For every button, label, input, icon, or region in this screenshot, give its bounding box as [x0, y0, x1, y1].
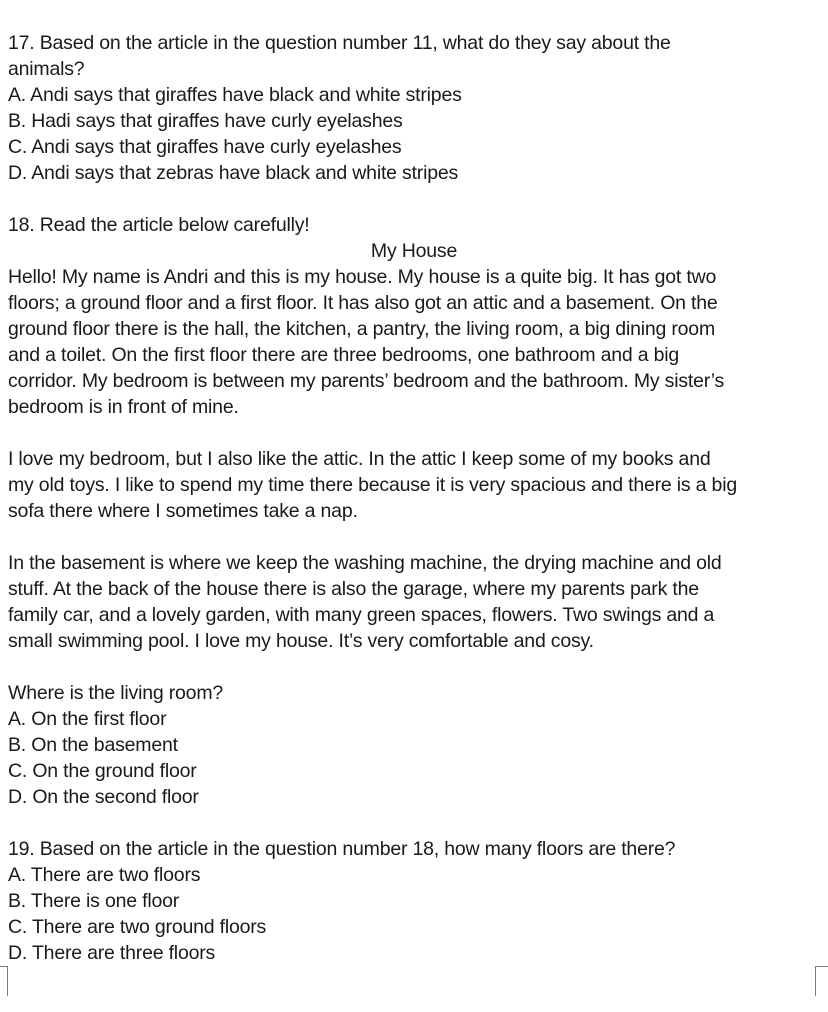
question-18-option-a: A. On the first floor	[8, 708, 167, 730]
spacer	[8, 420, 820, 446]
page-margin-corner-left	[0, 966, 8, 996]
question-17-option-b: B. Hadi says that giraffes have curly eyelashes	[8, 110, 403, 132]
paragraph-line: my old toys. I like to spend my time there because it is very spacious and there is a big	[8, 474, 737, 496]
paragraph-line: In the basement is where we keep the washing machine, the drying machine and old	[8, 552, 722, 574]
paragraph-line: family car, and a lovely garden, with many green spaces, flowers. Two swings and a	[8, 604, 715, 626]
page-margin-corner-right	[815, 966, 828, 996]
spacer	[8, 524, 820, 550]
paragraph-line: stuff. At the back of the house there is also the garage, where my parents park the	[8, 578, 699, 600]
article-paragraph-3	[8, 550, 820, 654]
question-18-text: Where is the living room?	[8, 682, 224, 704]
spacer	[8, 654, 820, 680]
question-17-option-a: A. Andi says that giraffes have black and white stripes	[8, 84, 462, 106]
paragraph-line: Hello! My name is Andri and this is my house. My house is a quite big. It has got two	[8, 266, 717, 288]
paragraph-line: corridor. My bedroom is between my parents’ bedroom and the bathroom. My sister’s	[8, 370, 725, 392]
document-page	[8, 30, 820, 966]
question-17-text-line-1: 17. Based on the article in the question number 11, what do they say about the	[8, 32, 671, 54]
paragraph-line: and a toilet. On the first floor there are three bedrooms, one bathroom and a big	[8, 344, 680, 366]
article-paragraph-2	[8, 446, 820, 524]
paragraph-line: ground floor there is the hall, the kitchen, a pantry, the living room, a big dining room	[8, 318, 715, 340]
question-18-option-d: D. On the second floor	[8, 786, 199, 808]
question-19-option-a: A. There are two floors	[8, 864, 201, 886]
question-19-option-b: B. There is one floor	[8, 890, 180, 912]
question-19-text: 19. Based on the article in the question number 18, how many floors are there?	[8, 838, 676, 860]
paragraph-line: floors; a ground floor and a first floor. It has also got an attic and a basement. On the	[8, 292, 718, 314]
article-title: My House	[370, 240, 458, 262]
spacer	[8, 810, 820, 836]
paragraph-line: small swimming pool. I love my house. It’s very comfortable and cosy.	[8, 630, 594, 652]
article-paragraph-1	[8, 264, 820, 420]
question-18-option-c: C. On the ground floor	[8, 760, 197, 782]
paragraph-line: I love my bedroom, but I also like the attic. In the attic I keep some of my books and	[8, 448, 711, 470]
spacer	[8, 186, 820, 212]
question-18	[8, 212, 820, 810]
question-17	[8, 30, 820, 186]
question-17-option-d: D. Andi says that zebras have black and white stripes	[8, 162, 459, 184]
question-19-option-d: D. There are three floors	[8, 942, 216, 964]
paragraph-line: sofa there where I sometimes take a nap.	[8, 500, 358, 522]
question-18-instruction: 18. Read the article below carefully!	[8, 214, 310, 236]
question-19-option-c: C. There are two ground floors	[8, 916, 267, 938]
question-17-option-c: C. Andi says that giraffes have curly eyelashes	[8, 136, 402, 158]
question-17-text-line-2: animals?	[8, 58, 85, 80]
question-18-option-b: B. On the basement	[8, 734, 178, 756]
question-19	[8, 836, 820, 966]
paragraph-line: bedroom is in front of mine.	[8, 396, 239, 418]
